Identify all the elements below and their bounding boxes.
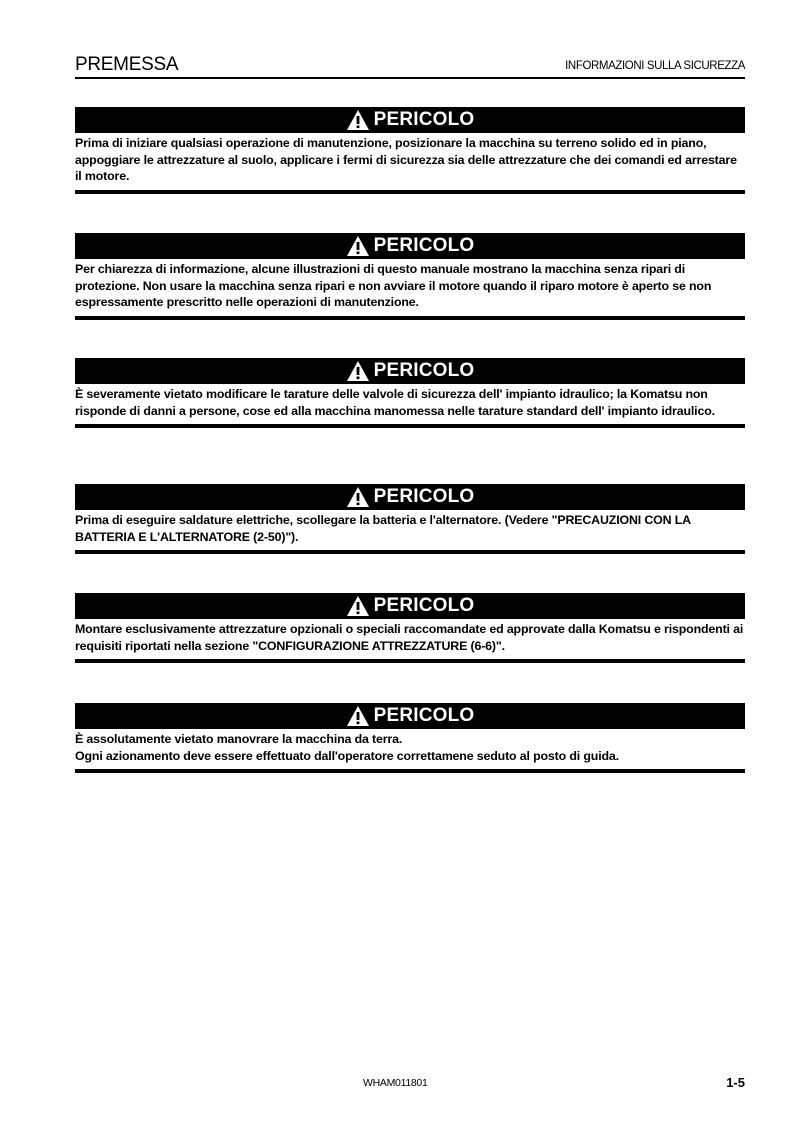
document-code: WHAM011801 [363, 1077, 428, 1089]
danger-label: PERICOLO [373, 705, 475, 726]
danger-banner [75, 107, 745, 133]
header-divider [75, 77, 745, 79]
warning-triangle-icon [346, 109, 370, 131]
danger-label: PERICOLO [373, 235, 475, 256]
danger-text [75, 510, 745, 545]
danger-text-line: Per chiarezza di informazione, alcune illustrazioni di questo manuale mostrano la macchina senza ripari di protezione. Non usare la macchina senza ripari e non avviare il motore quando il riparo motore è aperto se non espressamente prescritto nelle operazioni di manutenzione. [75, 262, 712, 309]
notice-divider [75, 190, 745, 194]
page-number: 1-5 [726, 1075, 745, 1090]
danger-text-line: Ogni azionamento deve essere effettuato dall'operatore correttamene seduto al posto di guida. [75, 748, 619, 763]
danger-text [75, 729, 745, 764]
notice-divider [75, 769, 745, 773]
danger-text [75, 259, 745, 311]
danger-banner [75, 593, 745, 619]
danger-label: PERICOLO [373, 109, 475, 130]
danger-text [75, 133, 745, 185]
danger-text [75, 619, 745, 654]
notice-divider [75, 550, 745, 554]
danger-banner [75, 358, 745, 384]
warning-triangle-icon [346, 595, 370, 617]
notice-divider [75, 424, 745, 428]
danger-notice [75, 358, 745, 428]
danger-label: PERICOLO [373, 595, 475, 616]
danger-banner [75, 703, 745, 729]
danger-banner [75, 484, 745, 510]
warning-triangle-icon [346, 235, 370, 257]
danger-text-line: È assolutamente vietato manovrare la macchina da terra. [75, 732, 403, 746]
notice-divider [75, 316, 745, 320]
danger-text-line: Prima di iniziare qualsiasi operazione di manutenzione, posizionare la macchina su terreno solido ed in piano, appoggiare le attrezzature al suolo, applicare i fermi di sicurezza sia delle attrezzature che dei comandi ed arrestare il motore. [75, 136, 737, 183]
warning-triangle-icon [346, 705, 370, 727]
danger-notice [75, 484, 745, 554]
notice-divider [75, 659, 745, 663]
danger-notice [75, 233, 745, 320]
danger-notice [75, 107, 745, 194]
danger-label: PERICOLO [373, 486, 475, 507]
section-title: PREMESSA [75, 54, 179, 75]
topic-title: INFORMAZIONI SULLA SICUREZZA [565, 60, 745, 72]
danger-text [75, 384, 745, 419]
danger-text-line: Montare esclusivamente attrezzature opzionali o speciali raccomandate ed approvate dalla Komatsu e rispondenti ai requisiti riportati nella sezione "CONFIGURAZIONE ATTREZZATURE (6-6)". [75, 622, 744, 653]
danger-banner [75, 233, 745, 259]
danger-label: PERICOLO [373, 360, 475, 381]
warning-triangle-icon [346, 486, 370, 508]
danger-text-line: È severamente vietato modificare le tarature delle valvole di sicurezza dell' impianto idraulico; la Komatsu non risponde di danni a persone, cose ed alla macchina manomessa nelle tarature standard dell' impianto idraulico. [75, 387, 715, 418]
danger-notice [75, 593, 745, 663]
danger-text-line: Prima di eseguire saldature elettriche, scollegare la batteria e l'alternatore. (Vedere "PRECAUZIONI CON LA BATTERIA E L'ALTERNATORE (2-50)"). [75, 513, 691, 544]
danger-notice [75, 703, 745, 773]
warning-triangle-icon [346, 360, 370, 382]
